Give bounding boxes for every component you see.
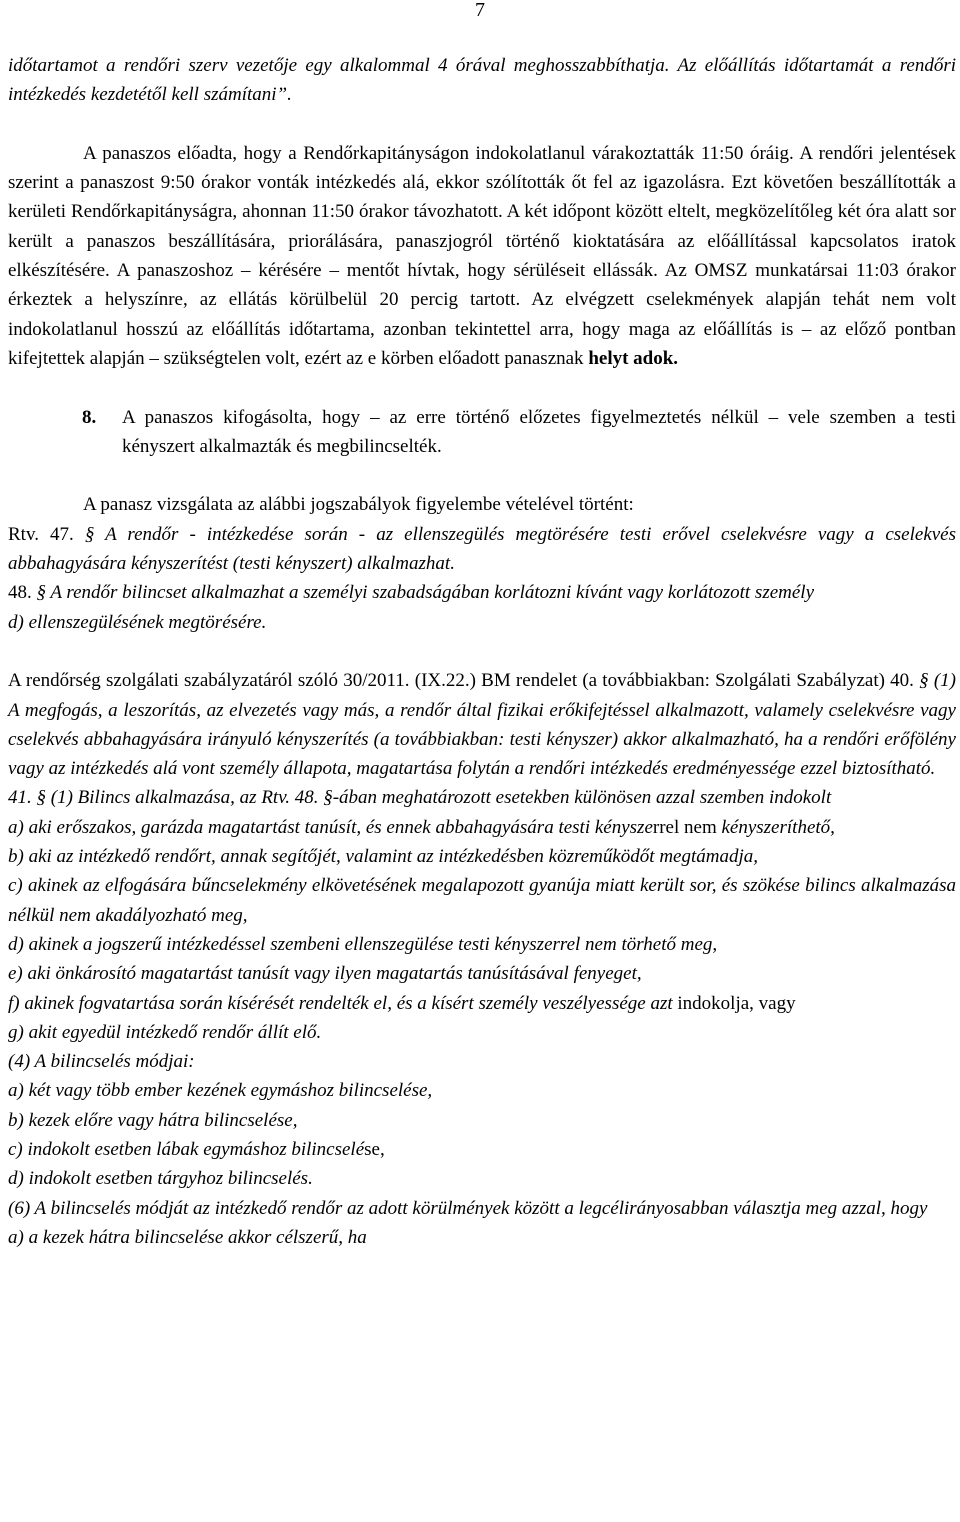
paragraph: (4) A bilincselés módjai: xyxy=(8,1051,195,1073)
paragraph: e) aki önkárosító magatartást tanúsít vagy ilyen magatartás tanúsításával fenyeget, xyxy=(8,963,642,985)
paragraph: d) akinek a jogszerű intézkedéssel szembeni ellenszegülése testi kényszerrel nem törhető meg, xyxy=(8,933,718,955)
paragraph: c) indokolt esetben lábak egymáshoz bilincselése, xyxy=(8,1138,385,1160)
document-body xyxy=(8,51,956,1252)
paragraph: f) akinek fogvatartása során kísérését rendelték el, és a kísért személy veszélyessége azt indokolja, vagy xyxy=(8,992,796,1014)
paragraph: a) két vagy több ember kezének egymáshoz bilincselése, xyxy=(8,1080,433,1102)
paragraph: A rendőrség szolgálati szabályzatáról szóló 30/2011. (IX.22.) BM rendelet (a továbbiakban: Szolgálati Szabályzat) 40. § (1) A megfogás, a leszorítás, az elvezetés vagy más, a rendőr által fizikai erőkifejtéssel alkalmazott, valamely cselekvésre vagy cselekvés abbahagyására irányuló kényszerítés (a továbbiakban: testi kényszer) akkor alkalmazható, ha a rendőri erőfölény vagy az intézkedés alá vont személy állapota, magatartása folytán a rendőri intézkedés eredményessége ezzel biztosítható. xyxy=(8,670,957,780)
paragraph: A panasz vizsgálata az alábbi jogszabályok figyelembe vételével történt: xyxy=(83,494,634,516)
paragraph: d) indokolt esetben tárgyhoz bilincselés. xyxy=(8,1168,313,1190)
paragraph: a) aki erőszakos, garázda magatartást tanúsít, és ennek abbahagyására testi kényszerrel nem kényszeríthető, xyxy=(8,816,835,838)
paragraph: 41. § (1) Bilincs alkalmazása, az Rtv. 48. §-ában meghatározott esetekben különösen azzal szemben indokolt xyxy=(8,787,832,809)
page-number: 7 xyxy=(475,0,485,21)
numbered-item-8: 8. A panaszos kifogásolta, hogy – az erre történő előzetes figyelmeztetés nélkül – vele szemben a testi kényszert alkalmazták és megbilincselték. xyxy=(82,406,956,457)
paragraph: b) kezek előre vagy hátra bilincselése, xyxy=(8,1109,298,1131)
paragraph: g) akit egyedül intézkedő rendőr állít elő. xyxy=(8,1021,322,1043)
paragraph: 48. § A rendőr bilincset alkalmazhat a személyi szabadságában korlátozni kívánt vagy korlátozott személy xyxy=(8,582,815,604)
paragraph: c) akinek az elfogására bűncselekmény elkövetésének megalapozott gyanúja miatt került sor, és szökése bilincs alkalmazása nélkül nem akadályozható meg, xyxy=(8,875,956,926)
paragraph: Rtv. 47. § A rendőr - intézkedése során - az ellenszegülés megtörésére testi erővel cselekvésre vagy a cselekvés abbahagyására kényszerítést (testi kényszert) alkalmazhat. xyxy=(8,523,957,575)
paragraph: a) a kezek hátra bilincselése akkor célszerű, ha xyxy=(8,1226,367,1248)
paragraph: A panaszos előadta, hogy a Rendőrkapitányságon indokolatlanul várakoztatták 11:50 óráig. A rendőri jelentések szerint a panaszost 9:50 órakor vonták intézkedés alá, ekkor szólították őt fel az igazolásra. Ezt követően beszállították a kerületi Rendőrkapitányságra, ahonnan 11:50 órakor távozhatott. A két időpont között eltelt, megközelítőleg két óra alatt sor került a panaszos beszállítására, priorálására, panaszjogról történő kioktatására az előállítással kapcsolatos iratok elkészítésére. A panaszoshoz – kérésére – mentőt hívtak, hogy sérüléseit ellássák. Az OMSZ munkatársai 11:03 órakor érkeztek a helyszínre, az ellátás körülbelül 20 percig tartott. Az elvégzett cselekmények alapján tehát nem volt indokolatlanul hosszú az előállítás időtartama, azonban tekintettel arra, hogy maga az előállítás is – az előző pontban kifejtettek alapján – szükségtelen volt, ezért az e körben előadott panasznak helyt adok. xyxy=(8,142,956,369)
paragraph: (6) A bilincselés módját az intézkedő rendőr az adott körülmények között a legcélirányosabban választja meg azzal, hogy xyxy=(8,1197,928,1219)
paragraph: d) ellenszegülésének megtörésére. xyxy=(8,611,267,633)
paragraph: időtartamot a rendőri szerv vezetője egy alkalommal 4 órával meghosszabbíthatja. Az előállítás időtartamát a rendőri intézkedés kezdetétől kell számítani”. xyxy=(8,55,956,106)
paragraph: b) aki az intézkedő rendőrt, annak segítőjét, valamint az intézkedésben közreműködőt megtámadja, xyxy=(8,846,758,868)
